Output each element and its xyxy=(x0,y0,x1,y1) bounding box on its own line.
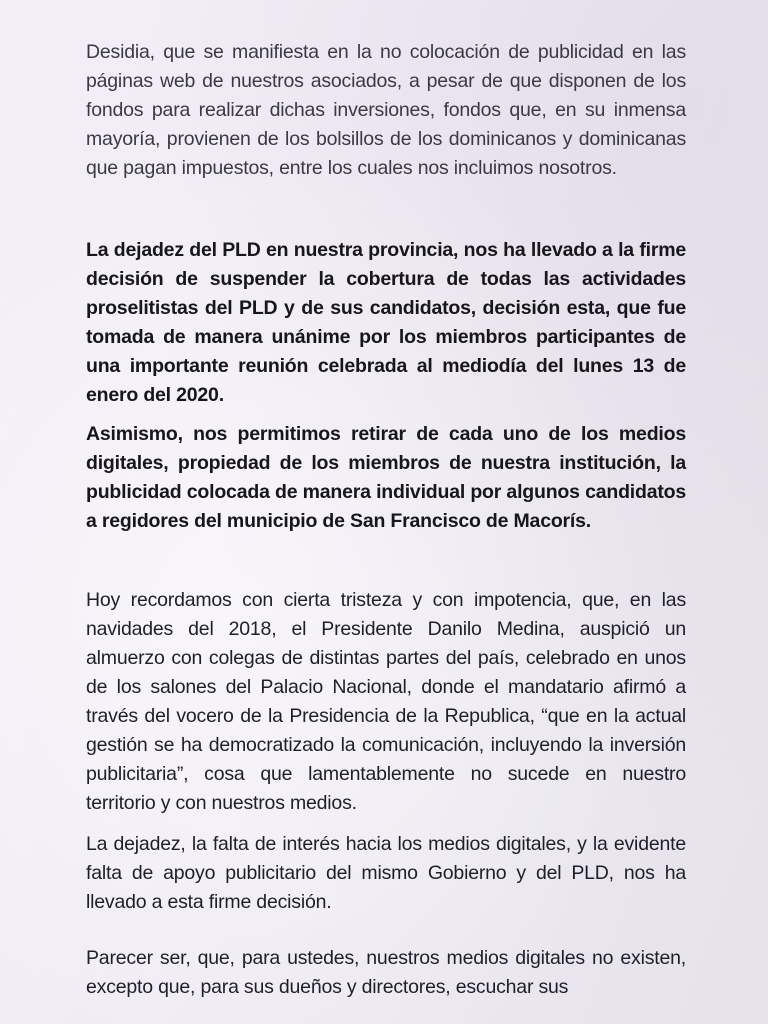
paragraph-hoy-recordamos: Hoy recordamos con cierta tristeza y con impotencia, que, en las navidades del 2018, el Presidente Danilo Medina, auspició un almuerzo con colegas de distintas partes del país, celebrado en unos de los salones del Palacio Nacional, donde el mandatario afirmó a través del vocero de la Presidencia de la Republica, “que en la actual gestión se ha democratizado la comunicación, incluyendo la inversión publicitaria”, cosa que lamentablemente no sucede en nuestro territorio y con nuestros medios. xyxy=(86,589,686,814)
paragraph-falta-interes: La dejadez, la falta de interés hacia los medios digitales, y la evidente falta de apoyo publicitario del mismo Gobierno y del PLD, nos ha llevado a esta firme decisión. xyxy=(86,833,686,913)
paragraph-parecer-ser: Parecer ser, que, para ustedes, nuestros medios digitales no existen, excepto que, para sus dueños y directores, escuchar sus xyxy=(86,947,686,998)
paragraph-desidia: Desidia, que se manifiesta en la no colocación de publicidad en las páginas web de nuestros asociados, a pesar de que disponen de los fondos para realizar dichas inversiones, fondos que, en su inmensa mayoría, provienen de los bolsillos de los dominicanos y dominicanas que pagan impuestos, entre los cuales nos incluimos nosotros. xyxy=(86,41,686,179)
paragraph-dejadez-pld: La dejadez del PLD en nuestra provincia, nos ha llevado a la firme decisión de suspender la cobertura de todas las actividades proselitistas del PLD y de sus candidatos, decisión esta, que fue tomada de manera unánime por los miembros participantes de una importante reunión celebrada al mediodía del lunes 13 de enero del 2020. xyxy=(86,239,686,406)
paragraph-asimismo: Asimismo, nos permitimos retirar de cada uno de los medios digitales, propiedad de los miembros de nuestra institución, la publicidad colocada de manera individual por algunos candidatos a regidores del municipio de San Francisco de Macorís. xyxy=(86,423,686,532)
